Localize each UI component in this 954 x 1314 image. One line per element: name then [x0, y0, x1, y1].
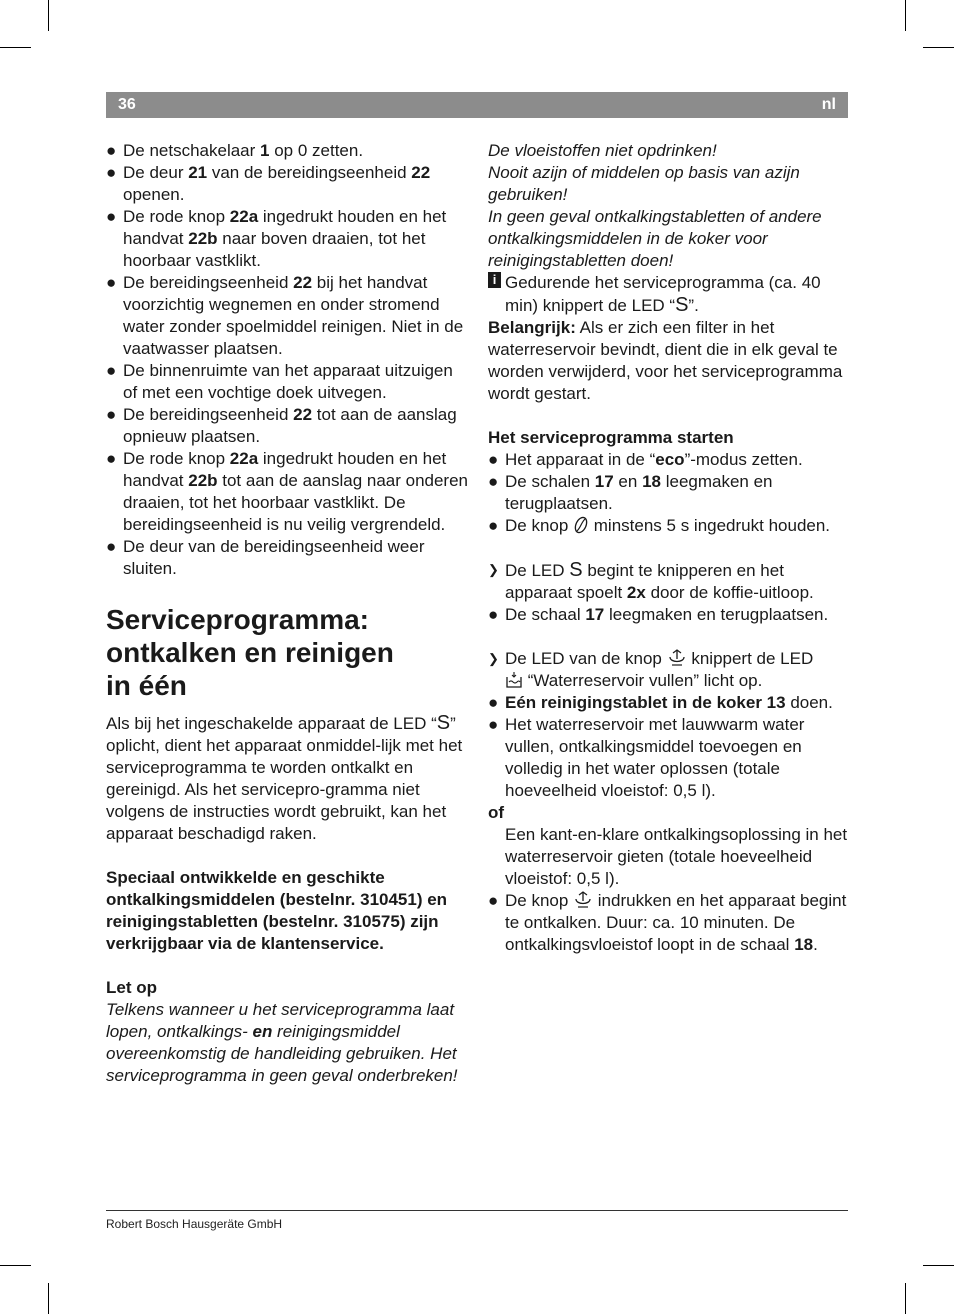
led-s-symbol: S: [436, 712, 451, 734]
crop-mark: [923, 1265, 954, 1266]
result-item: ❯ De LED S begint te knipperen en het apparaat spoelt 2x door de koffie-uitloop.: [488, 559, 814, 602]
bullet-marker: ●: [106, 207, 117, 226]
footer-divider: [106, 1210, 848, 1211]
list-item: Een kant-en-klare ontkalkingsoplossing in het waterreservoir gieten (totale hoeveelheid vloeistof: 0,5 l).: [505, 825, 848, 888]
left-column: [106, 140, 471, 1087]
coffee-bean-icon: [573, 516, 589, 534]
bullet-marker: ●: [488, 715, 499, 734]
crop-mark: [48, 1283, 49, 1314]
warning-text: De vloeistoffen niet opdrinken!: [488, 141, 717, 160]
list-item: ● De rode knop 22a ingedrukt houden en het handvat 22b naar boven draaien, tot het hoorbaar vastklikt.: [106, 207, 447, 270]
language-code: nl: [821, 96, 836, 113]
crop-mark: [923, 47, 954, 48]
let-op-title: Let op: [106, 978, 157, 997]
list-item: ● Het waterreservoir met lauwwarm water vullen, ontkalkingsmiddel toevoegen en volledig in het water oplossen (totale hoeveelheid vloeistof: 0,5 l).: [488, 715, 805, 800]
list-item: ● De bereidingseenheid 22 bij het handvat voorzichtig wegnemen en onder stromend water zonder spoelmiddel reinigen. Niet in de vaatwasser plaatsen.: [106, 273, 464, 358]
list-item: ● Eén reinigingstablet in de koker 13 doen.: [488, 693, 833, 712]
list-item: ● De schalen 17 en 18 leegmaken en terugplaatsen.: [488, 472, 773, 513]
bullet-marker: ●: [488, 891, 499, 910]
info-note: i Gedurende het serviceprogramma (ca. 40 min) knippert de LED “S”.: [488, 272, 850, 317]
list-item: ● De knop indrukken en het apparaat begint te ontkalken. Duur: ca. 10 minuten. De ontkalkingsvloeistof loopt in de schaal 18.: [488, 891, 847, 954]
crop-mark: [0, 1265, 31, 1266]
special-products-note: Speciaal ontwikkelde en geschikte ontkalkingsmiddelen (bestelnr. 310451) en reinigingstabletten (bestelnr. 310575) zijn verkrijgbaar via de klantenservice.: [106, 868, 448, 953]
page-number: 36: [118, 96, 136, 113]
crop-mark: [0, 47, 31, 48]
bullet-marker: ●: [488, 605, 499, 624]
info-icon: i: [488, 272, 501, 288]
service-button-icon: [667, 649, 687, 667]
list-item: ● De deur 21 van de bereidingseenheid 22 openen.: [106, 163, 431, 204]
water-tank-icon: [505, 671, 523, 689]
bullet-marker: ●: [488, 472, 499, 491]
bullet-marker: ●: [488, 516, 499, 535]
bullet-marker: ●: [106, 405, 117, 424]
warning-text: Nooit azijn of middelen op basis van azijn gebruiken!: [488, 163, 800, 204]
warning-text: In geen geval ontkalkingstabletten of andere ontkalkingsmiddelen in de koker voor reinigingstabletten doen!: [488, 207, 822, 270]
list-item: ● De deur van de bereidingseenheid weer sluiten.: [106, 537, 425, 578]
crop-mark: [48, 0, 49, 31]
crop-mark: [905, 1283, 906, 1314]
service-button-icon: [573, 891, 593, 909]
led-s-symbol: S: [569, 559, 583, 581]
arrow-marker: ❯: [488, 562, 499, 577]
bullet-marker: ●: [488, 450, 499, 469]
bullet-marker: ●: [106, 273, 117, 292]
list-item: ● De schaal 17 leegmaken en terugplaatsen.: [488, 605, 829, 624]
list-item: ● Het apparaat in de “eco”-modus zetten.: [488, 450, 803, 469]
list-item: ● De knop minstens 5 s ingedrukt houden.: [488, 516, 831, 535]
bullet-marker: ●: [106, 141, 117, 160]
led-s-symbol: S: [675, 294, 689, 316]
list-item: ● De bereidingseenheid 22 tot aan de aanslag opnieuw plaatsen.: [106, 405, 457, 446]
bullet-marker: ●: [106, 163, 117, 182]
footer-company: Robert Bosch Hausgeräte GmbH: [106, 1217, 283, 1231]
bullet-marker: ●: [106, 361, 117, 380]
list-item: ● De rode knop 22a ingedrukt houden en het handvat 22b tot aan de aanslag naar onderen draaien, tot het hoorbaar vastklikt. De bereidingseenheid is nu veilig vergrendeld.: [106, 449, 469, 534]
let-op-text: Telkens wanneer u het serviceprogramma laat lopen, ontkalkings- en reinigingsmiddel overeenkomstig de handleiding gebruiken. Het serviceprogramma in geen geval onderbreken!: [106, 1000, 458, 1085]
intro-paragraph: Als bij het ingeschakelde apparaat de LED “S” oplicht, dient het apparaat onmiddel-lijk met het serviceprogramma te worden ontkalkt en gereinigd. Als het servicepro-gramma niet volgens de instructies wordt gebruikt, kan het apparaat beschadigd raken.: [106, 712, 463, 843]
crop-mark: [905, 0, 906, 31]
result-item: ❯ De LED van de knop knippert de LED “Waterreservoir vullen” licht op.: [488, 649, 814, 690]
bullet-marker: ●: [106, 449, 117, 468]
bullet-marker: ●: [106, 537, 117, 556]
or-label: of: [488, 803, 505, 822]
arrow-marker: ❯: [488, 651, 499, 666]
list-item: ● De netschakelaar 1 op 0 zetten.: [106, 141, 364, 160]
right-column: [488, 140, 850, 956]
list-item: ● De binnenruimte van het apparaat uitzuigen of met een vochtige doek uitvegen.: [106, 361, 453, 402]
bullet-marker: ●: [488, 693, 499, 712]
section-heading: Serviceprogramma: ontkalken en reinigen in één: [106, 604, 394, 701]
subsection-title: Het serviceprogramma starten: [488, 428, 734, 447]
page-header: [106, 92, 848, 118]
belangrijk-paragraph: Belangrijk: Als er zich een filter in het waterreservoir bevindt, dient die in elk geval te worden verwijderd, voor het serviceprogramma wordt gestart.: [488, 318, 843, 403]
